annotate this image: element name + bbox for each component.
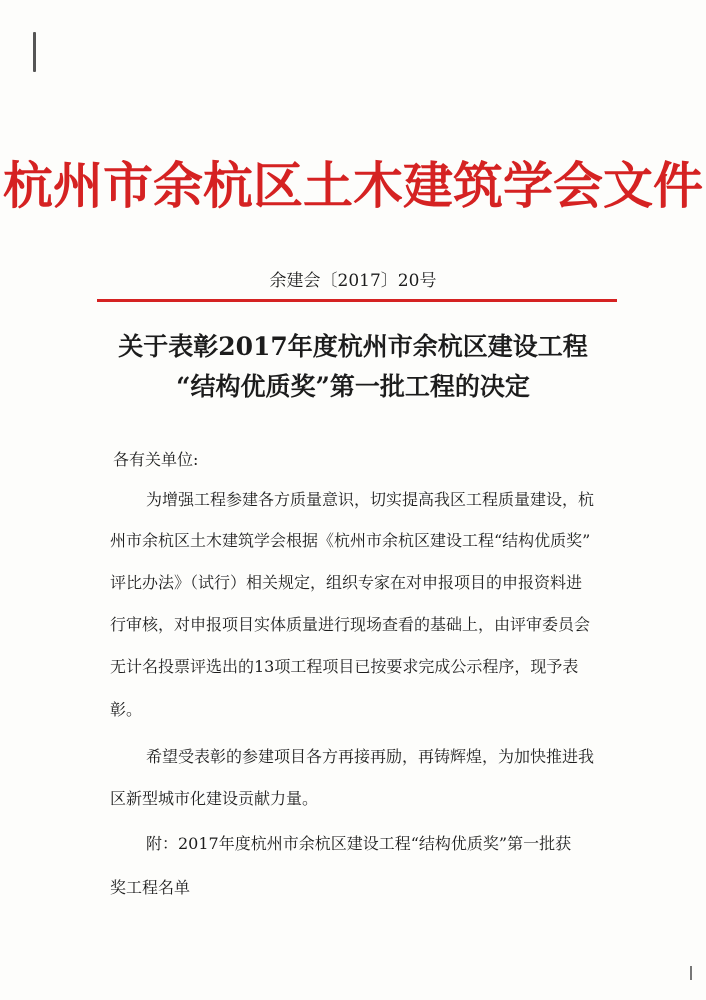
paragraph-1-line-6: 彰。: [110, 700, 143, 719]
paragraph-1-line-4: 行审核，对申报项目实体质量进行现场查看的基础上，由评审委员会: [110, 615, 591, 634]
paragraph-2-line-2: 区新型城市化建设贡献力量。: [110, 789, 319, 808]
attachment-line-1: 附：2017年度杭州市余杭区建设工程“结构优质奖”第一批获: [146, 834, 572, 853]
paragraph-1-line-2: 州市余杭区土木建筑学会根据《杭州市余杭区建设工程“结构优质奖”: [110, 531, 591, 550]
document-number: 余建会〔2017〕20号: [269, 271, 437, 291]
attachment-line-2: 奖工程名单: [110, 878, 191, 897]
header-divider: [97, 299, 617, 302]
paragraph-1-line-5: 无计名投票评选出的13项工程项目已按要求完成公示程序，现予表: [110, 657, 579, 676]
document-header: 杭州市余杭区土木建筑学会文件: [3, 157, 703, 215]
document-title-line-1: 关于表彰2017年度杭州市余杭区建设工程: [118, 332, 588, 361]
scan-mark: [690, 966, 692, 980]
paragraph-1-line-1: 为增强工程参建各方质量意识，切实提高我区工程质量建设，杭: [146, 490, 595, 509]
paragraph-2-line-1: 希望受表彰的参建项目各方再接再励，再铸辉煌，为加快推进我: [146, 747, 595, 766]
salutation: 各有关单位:: [113, 450, 199, 469]
document-title-line-2: “结构优质奖”第一批工程的决定: [176, 372, 530, 401]
scan-mark: [33, 32, 36, 72]
paragraph-1-line-3: 评比办法》（试行）相关规定，组织专家在对申报项目的申报资料进: [110, 573, 583, 592]
